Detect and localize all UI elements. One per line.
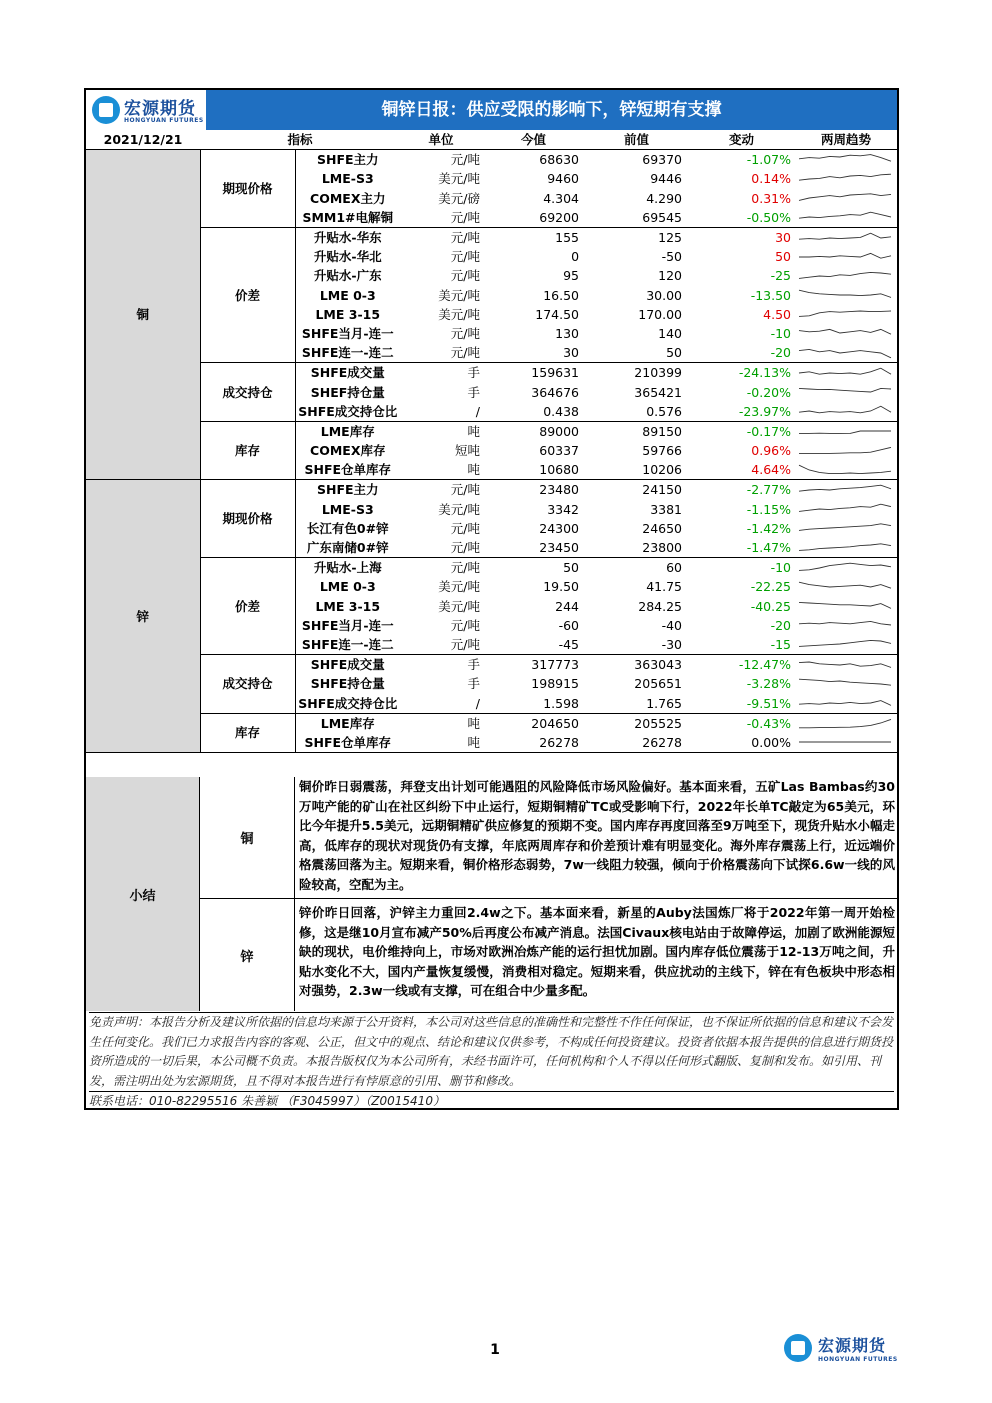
sparkline-chart xyxy=(797,230,893,246)
unit-cell: 手 xyxy=(467,384,481,400)
previous-value: 23800 xyxy=(585,538,688,558)
sparkline-line xyxy=(799,701,891,706)
sparkline-line xyxy=(799,431,891,434)
current-value: 69200 xyxy=(482,208,585,228)
current-value: 68630 xyxy=(539,152,580,168)
trend-sparkline xyxy=(795,655,897,675)
sparkline-line xyxy=(799,233,891,239)
change-value: 0.00% xyxy=(688,733,795,753)
indicator-name: SHFE仓单库存 xyxy=(295,460,400,480)
table-row xyxy=(86,150,897,170)
page-number: 1 xyxy=(490,1342,500,1358)
previous-value: 365421 xyxy=(634,384,683,400)
previous-value: 41.75 xyxy=(646,579,683,595)
disclaimer-text: 免责声明：本报告分析及建议所依据的信息均来源于公开资料，本公司对这些信息的准确性和完整性不作任何保证，也不保证所依据的信息和建议不会发生任何变化。我们已力求报告内容的客观、公正，但文中的观点、结论和建议仅供参考，不构成任何投资建议。投资者依据本报告提供的信息进行期货投资所造成的一切后果，本公司概不负责。本报告版权仅为本公司所有，未经书面许可，任何机构和个人不得以任何形式翻版、复制和发布。如引用、刊发，需注明出处为宏源期货，且不得对本报告进行有悖原意的引用、删节和修改。 xyxy=(89,1012,894,1091)
unit-cell: 元/吨 xyxy=(400,538,482,558)
previous-value: 120 xyxy=(658,268,683,284)
previous-value: 69545 xyxy=(585,208,688,228)
sparkline-line xyxy=(799,602,891,608)
change-value: -24.13% xyxy=(738,365,792,381)
sparkline-line xyxy=(799,330,891,335)
sparkline-line xyxy=(799,622,891,626)
sparkline-chart xyxy=(797,540,893,556)
previous-value: 9446 xyxy=(650,171,683,187)
logo-mark-icon xyxy=(92,96,120,124)
header-unit: 单位 xyxy=(400,130,482,150)
sparkline-line xyxy=(799,679,891,685)
previous-value: 26278 xyxy=(585,733,688,753)
sparkline-chart xyxy=(797,501,893,517)
table-row xyxy=(86,480,897,500)
current-value: 10680 xyxy=(482,460,585,480)
change-value: -13.50 xyxy=(750,287,792,303)
sparkline-line xyxy=(799,406,891,413)
sparkline-chart xyxy=(797,617,893,633)
indicator-name: SMM1#电解铜 xyxy=(295,208,400,228)
sparkline-line xyxy=(799,368,891,374)
indicator-name: LME库存 xyxy=(320,423,375,439)
footer-logo-mark-icon xyxy=(784,1334,812,1362)
table-row xyxy=(86,558,897,578)
table-row xyxy=(86,363,897,383)
change-value: -25 xyxy=(770,268,792,284)
logo-text-en: HONGYUAN FUTURES xyxy=(124,117,204,124)
unit-cell: 吨 xyxy=(400,733,482,753)
previous-value: 363043 xyxy=(634,657,683,673)
sparkline-chart xyxy=(797,657,893,673)
indicator-name: COMEX主力 xyxy=(310,190,386,206)
indicator-name: SHFE当月-连一 xyxy=(301,325,394,341)
indicator-name: SHFE主力 xyxy=(316,482,379,498)
change-value: -1.47% xyxy=(688,538,795,558)
sparkline-line xyxy=(799,504,891,511)
current-value: 4.304 xyxy=(543,190,580,206)
footer-logo xyxy=(782,1330,904,1366)
trend-sparkline xyxy=(795,713,897,733)
group-name: 库存 xyxy=(200,421,295,480)
unit-cell: / xyxy=(400,402,482,422)
indicator-name: LME 3-15 xyxy=(315,598,381,614)
trend-sparkline xyxy=(795,402,897,422)
sparkline-line xyxy=(799,174,891,180)
unit-cell: 美元/吨 xyxy=(438,306,481,322)
change-value: -1.15% xyxy=(746,501,792,517)
previous-value: -40 xyxy=(661,617,683,633)
sparkline-line xyxy=(799,720,891,728)
unit-cell: 元/吨 xyxy=(450,482,481,498)
sparkline-chart xyxy=(797,482,893,498)
change-value: -3.28% xyxy=(746,676,792,692)
current-value: 0.438 xyxy=(482,402,585,422)
table-row xyxy=(86,713,897,733)
trend-sparkline xyxy=(795,733,897,753)
current-value: 174.50 xyxy=(535,306,580,322)
report-title: 铜锌日报：供应受限的影响下，锌短期有支撑 xyxy=(381,100,722,120)
change-value: 0.96% xyxy=(751,443,792,459)
indicator-name: 升贴水-广东 xyxy=(313,268,382,284)
header-current: 今值 xyxy=(482,130,585,150)
trend-sparkline xyxy=(795,519,897,538)
sparkline-line xyxy=(799,465,891,473)
unit-cell: 手 xyxy=(467,676,481,692)
change-value: -15 xyxy=(688,635,795,655)
sparkline-chart xyxy=(797,636,893,652)
current-value: 60337 xyxy=(539,443,580,459)
indicator-name: SHFE成交持仓比 xyxy=(295,693,400,713)
previous-value: 30.00 xyxy=(646,287,683,303)
trend-sparkline xyxy=(795,343,897,363)
current-value: 23480 xyxy=(539,482,580,498)
trend-sparkline xyxy=(795,150,897,170)
table-row xyxy=(86,421,897,441)
sparkline-chart xyxy=(797,598,893,614)
unit-cell: 手 xyxy=(467,365,481,381)
trend-sparkline xyxy=(795,500,897,519)
unit-cell: 元/吨 xyxy=(400,635,482,655)
current-value: 155 xyxy=(555,230,580,246)
trend-sparkline xyxy=(795,363,897,383)
trend-sparkline xyxy=(795,305,897,324)
trend-sparkline xyxy=(795,693,897,713)
group-name: 期现价格 xyxy=(200,480,295,558)
footer-logo-text-en: HONGYUAN FUTURES xyxy=(818,1356,898,1363)
unit-cell: 美元/吨 xyxy=(438,598,481,614)
indicator-name: SHFE当月-连一 xyxy=(301,617,394,633)
contact-info: 联系电话：010-82295516 朱善颖 （F3045997）（Z0015410） xyxy=(89,1091,894,1111)
summary-copper-text: 铜价昨日弱震荡，拜登支出计划可能遇阻的风险降低市场风险偏好。基本面来看，五矿Las Bambas约30万吨产能的矿山在社区纠纷下中止运行，短期铜精矿TC或受影响下行，2022年长单TC敲定为65美元，环比今年提升5.5美元，远期铜精矿供应修复的预期不变。国内库存再度回落至9万吨至下，现货升贴水小幅走高，低库存的现状对现货仍有支撑，年底两周库存和价差预计难有明显变化。海外库存震荡上行，近远端价格震荡回落为主。短期来看，铜价格形态弱势，7w一线阻力较强，倾向于价格震荡向下试探6.6w一线的风险较高，空配为主。 xyxy=(299,779,895,892)
indicator-name: LME库存 xyxy=(320,715,375,731)
sparkline-chart xyxy=(797,579,893,595)
sparkline-line xyxy=(799,154,891,161)
current-value: 130 xyxy=(555,325,580,341)
sparkline-chart xyxy=(797,462,893,478)
trend-sparkline xyxy=(795,597,897,616)
group-name: 期现价格 xyxy=(200,150,295,228)
unit-cell: 美元/吨 xyxy=(438,579,481,595)
indicator-name: LME-S3 xyxy=(321,171,374,187)
indicator-name: LME 3-15 xyxy=(315,306,381,322)
trend-sparkline xyxy=(795,635,897,655)
previous-value: 205525 xyxy=(634,715,683,731)
indicator-name: SHFE成交量 xyxy=(310,657,385,673)
indicator-name: 升贴水-上海 xyxy=(313,560,382,576)
sparkline-line xyxy=(799,582,891,588)
change-value: -0.43% xyxy=(746,715,792,731)
sparkline-line xyxy=(799,349,891,357)
current-value: 89000 xyxy=(539,423,580,439)
trend-sparkline xyxy=(795,247,897,266)
change-value: -12.47% xyxy=(738,657,792,673)
change-value: -0.50% xyxy=(688,208,795,228)
sparkline-line xyxy=(799,213,891,219)
logo-text-cn: 宏源期货 xyxy=(124,99,196,119)
group-name: 成交持仓 xyxy=(200,655,295,714)
previous-value: 24150 xyxy=(642,482,683,498)
change-value: -23.97% xyxy=(688,402,795,422)
sparkline-chart xyxy=(797,384,893,400)
change-value: 50 xyxy=(775,249,792,265)
trend-sparkline xyxy=(795,189,897,208)
trend-sparkline xyxy=(795,460,897,480)
sparkline-chart xyxy=(797,306,893,322)
unit-cell: 美元/吨 xyxy=(438,501,481,517)
trend-sparkline xyxy=(795,169,897,188)
header-date: 2021/12/21 xyxy=(86,130,200,150)
previous-value: 284.25 xyxy=(638,598,683,614)
sparkline-line xyxy=(799,641,891,647)
indicator-name: 长江有色0#锌 xyxy=(306,520,389,536)
change-value: -20 xyxy=(770,617,792,633)
current-value: 23450 xyxy=(482,538,585,558)
unit-cell: 美元/吨 xyxy=(438,171,481,187)
current-value: 3342 xyxy=(547,501,580,517)
change-value: -1.42% xyxy=(746,520,792,536)
sparkline-chart xyxy=(797,443,893,459)
change-value: 4.50 xyxy=(763,306,792,322)
indicator-name: LME-S3 xyxy=(321,501,374,517)
sparkline-line xyxy=(799,662,891,667)
trend-sparkline xyxy=(795,674,897,693)
current-value: 26278 xyxy=(482,733,585,753)
indicator-name: LME 0-3 xyxy=(319,579,376,595)
current-value: 30 xyxy=(482,343,585,363)
indicator-name: LME 0-3 xyxy=(319,287,376,303)
indicator-name: COMEX库存 xyxy=(310,443,386,459)
unit-cell: 元/吨 xyxy=(450,560,481,576)
trend-sparkline xyxy=(795,421,897,441)
table-row xyxy=(86,655,897,675)
previous-value: 24650 xyxy=(642,520,683,536)
indicator-name: 升贴水-华东 xyxy=(313,230,382,246)
sparkline-chart xyxy=(797,268,893,284)
unit-cell: 短吨 xyxy=(455,443,481,459)
indicator-name: SHFE连一-连二 xyxy=(295,635,400,655)
unit-cell: 元/吨 xyxy=(450,268,481,284)
current-value: 364676 xyxy=(531,384,580,400)
previous-value: 59766 xyxy=(642,443,683,459)
previous-value: 89150 xyxy=(642,423,683,439)
previous-value: 69370 xyxy=(642,152,683,168)
current-value: 24300 xyxy=(539,520,580,536)
unit-cell: 吨 xyxy=(400,460,482,480)
change-value: -2.77% xyxy=(746,482,792,498)
unit-cell: 美元/磅 xyxy=(438,190,481,206)
unit-cell: 元/吨 xyxy=(450,230,481,246)
change-value: -10 xyxy=(770,325,792,341)
current-value: -45 xyxy=(482,635,585,655)
sparkline-line xyxy=(799,290,891,297)
indicator-name: SHEF持仓量 xyxy=(310,384,385,400)
trend-sparkline xyxy=(795,480,897,500)
change-value: -9.51% xyxy=(688,693,795,713)
sparkline-chart xyxy=(797,520,893,536)
header-indicator: 指标 xyxy=(200,130,400,150)
sparkline-line xyxy=(799,543,891,550)
previous-value: 125 xyxy=(658,230,683,246)
sparkline-line xyxy=(799,272,891,278)
table-header-row xyxy=(86,130,897,150)
sparkline-chart xyxy=(797,676,893,692)
previous-value: 205651 xyxy=(634,676,683,692)
unit-cell: 元/吨 xyxy=(450,617,481,633)
group-name: 价差 xyxy=(200,227,295,362)
unit-cell: 元/吨 xyxy=(400,208,482,228)
section-name: 锌 xyxy=(86,480,200,753)
indicator-name: SHFE成交量 xyxy=(310,365,385,381)
current-value: -60 xyxy=(558,617,580,633)
previous-value: 140 xyxy=(658,325,683,341)
trend-sparkline xyxy=(795,382,897,401)
current-value: 16.50 xyxy=(543,287,580,303)
unit-cell: 元/吨 xyxy=(450,152,481,168)
sparkline-chart xyxy=(797,365,893,381)
sparkline-chart xyxy=(797,190,893,206)
header-change: 变动 xyxy=(688,130,795,150)
change-value: -1.07% xyxy=(746,152,792,168)
change-value: -0.20% xyxy=(746,384,792,400)
previous-value: 50 xyxy=(585,343,688,363)
change-value: 4.64% xyxy=(688,460,795,480)
change-value: 0.31% xyxy=(751,190,792,206)
previous-value: 60 xyxy=(666,560,683,576)
indicator-name: SHFE仓单库存 xyxy=(295,733,400,753)
previous-value: -50 xyxy=(661,249,683,265)
trend-sparkline xyxy=(795,227,897,247)
sparkline-chart xyxy=(797,152,893,168)
sparkline-line xyxy=(799,388,891,392)
current-value: 317773 xyxy=(531,657,580,673)
current-value: 19.50 xyxy=(543,579,580,595)
unit-cell: 吨 xyxy=(467,423,481,439)
sparkline-line xyxy=(799,447,891,453)
table-row xyxy=(86,227,897,247)
previous-value: 3381 xyxy=(650,501,683,517)
indicator-name: 升贴水-华北 xyxy=(313,249,382,265)
change-value: -22.25 xyxy=(750,579,792,595)
summary-zinc xyxy=(200,899,897,1011)
sparkline-chart xyxy=(797,249,893,265)
trend-sparkline xyxy=(795,266,897,285)
change-value: 30 xyxy=(775,230,792,246)
previous-value: 210399 xyxy=(634,365,683,381)
current-value: 198915 xyxy=(531,676,580,692)
previous-value: 170.00 xyxy=(638,306,683,322)
indicator-name: SHFE持仓量 xyxy=(310,676,385,692)
indicator-name: SHFE主力 xyxy=(316,152,379,168)
change-value: -20 xyxy=(688,343,795,363)
sparkline-chart xyxy=(797,345,893,361)
unit-cell: 美元/吨 xyxy=(438,287,481,303)
current-value: 95 xyxy=(563,268,580,284)
current-value: 244 xyxy=(555,598,580,614)
sparkline-line xyxy=(799,524,891,531)
unit-cell: 手 xyxy=(467,657,481,673)
current-value: 9460 xyxy=(547,171,580,187)
header-previous: 前值 xyxy=(585,130,688,150)
summary-copper xyxy=(200,777,897,899)
current-value: 1.598 xyxy=(482,693,585,713)
summary-section xyxy=(86,777,897,1011)
sparkline-line xyxy=(799,485,891,491)
group-name: 价差 xyxy=(200,558,295,655)
summary-copper-name: 铜 xyxy=(200,777,295,898)
data-table xyxy=(86,130,897,753)
section-name: 铜 xyxy=(86,150,200,480)
trend-sparkline xyxy=(795,208,897,228)
trend-sparkline xyxy=(795,558,897,578)
trend-sparkline xyxy=(795,441,897,460)
sparkline-chart xyxy=(797,695,893,711)
group-name: 成交持仓 xyxy=(200,363,295,422)
sparkline-line xyxy=(799,563,891,570)
company-logo xyxy=(86,90,206,130)
sparkline-chart xyxy=(797,715,893,731)
current-value: 204650 xyxy=(531,715,580,731)
sparkline-chart xyxy=(797,560,893,576)
previous-value: 1.765 xyxy=(585,693,688,713)
sparkline-chart xyxy=(797,325,893,341)
current-value: 0 xyxy=(571,249,580,265)
sparkline-line xyxy=(799,194,891,201)
indicator-name: 广东南储0#锌 xyxy=(295,538,400,558)
group-name: 库存 xyxy=(200,713,295,752)
unit-cell: 吨 xyxy=(467,715,481,731)
change-value: -0.17% xyxy=(746,423,792,439)
unit-cell: 元/吨 xyxy=(450,520,481,536)
current-value: 159631 xyxy=(531,365,580,381)
trend-sparkline xyxy=(795,286,897,305)
previous-value: 0.576 xyxy=(585,402,688,422)
indicator-name: SHFE连一-连二 xyxy=(295,343,400,363)
sparkline-line xyxy=(799,253,891,258)
previous-value: 10206 xyxy=(585,460,688,480)
indicator-name: SHFE成交持仓比 xyxy=(295,402,400,422)
unit-cell: / xyxy=(400,693,482,713)
summary-zinc-text: 锌价昨日回落，沪锌主力重回2.4w之下。基本面来看，新星的Auby法国炼厂将于2022年第一周开始检修，这是继10月宣布减产50%后再度公布减产消息。法国Civaux核电站由于故障停运，加剧了欧洲能源短缺的现状，电价维持向上，市场对欧洲冶炼产能的运行担忧加剧。国内库存低位震荡于12-13万吨之间，升贴水变化不大，国内产量恢复缓慢，消费相对稳定。短期来看，供应扰动的主线下，锌在有色板块中形态相对强势，2.3w一线或有支撑，可在组合中少量多配。 xyxy=(299,905,895,999)
sparkline-chart xyxy=(797,171,893,187)
sparkline-chart xyxy=(797,423,893,439)
trend-sparkline xyxy=(795,324,897,343)
unit-cell: 元/吨 xyxy=(450,325,481,341)
sparkline-chart xyxy=(797,209,893,225)
previous-value: 4.290 xyxy=(646,190,683,206)
change-value: 0.14% xyxy=(751,171,792,187)
footer-logo-text-cn: 宏源期货 xyxy=(818,1336,887,1355)
unit-cell: 元/吨 xyxy=(400,343,482,363)
change-value: -40.25 xyxy=(750,598,792,614)
sparkline-line xyxy=(799,311,891,316)
trend-sparkline xyxy=(795,577,897,596)
summary-zinc-name: 锌 xyxy=(200,899,295,1011)
summary-label: 小结 xyxy=(86,777,200,1011)
sparkline-chart xyxy=(797,287,893,303)
previous-value: -30 xyxy=(585,635,688,655)
sparkline-chart xyxy=(797,403,893,419)
header-trend: 两周趋势 xyxy=(795,130,897,150)
trend-sparkline xyxy=(795,616,897,635)
report-header xyxy=(86,90,897,130)
trend-sparkline xyxy=(795,538,897,558)
report-frame xyxy=(84,88,899,1110)
sparkline-chart xyxy=(797,734,893,750)
change-value: -10 xyxy=(770,560,792,576)
unit-cell: 元/吨 xyxy=(450,249,481,265)
current-value: 50 xyxy=(563,560,580,576)
